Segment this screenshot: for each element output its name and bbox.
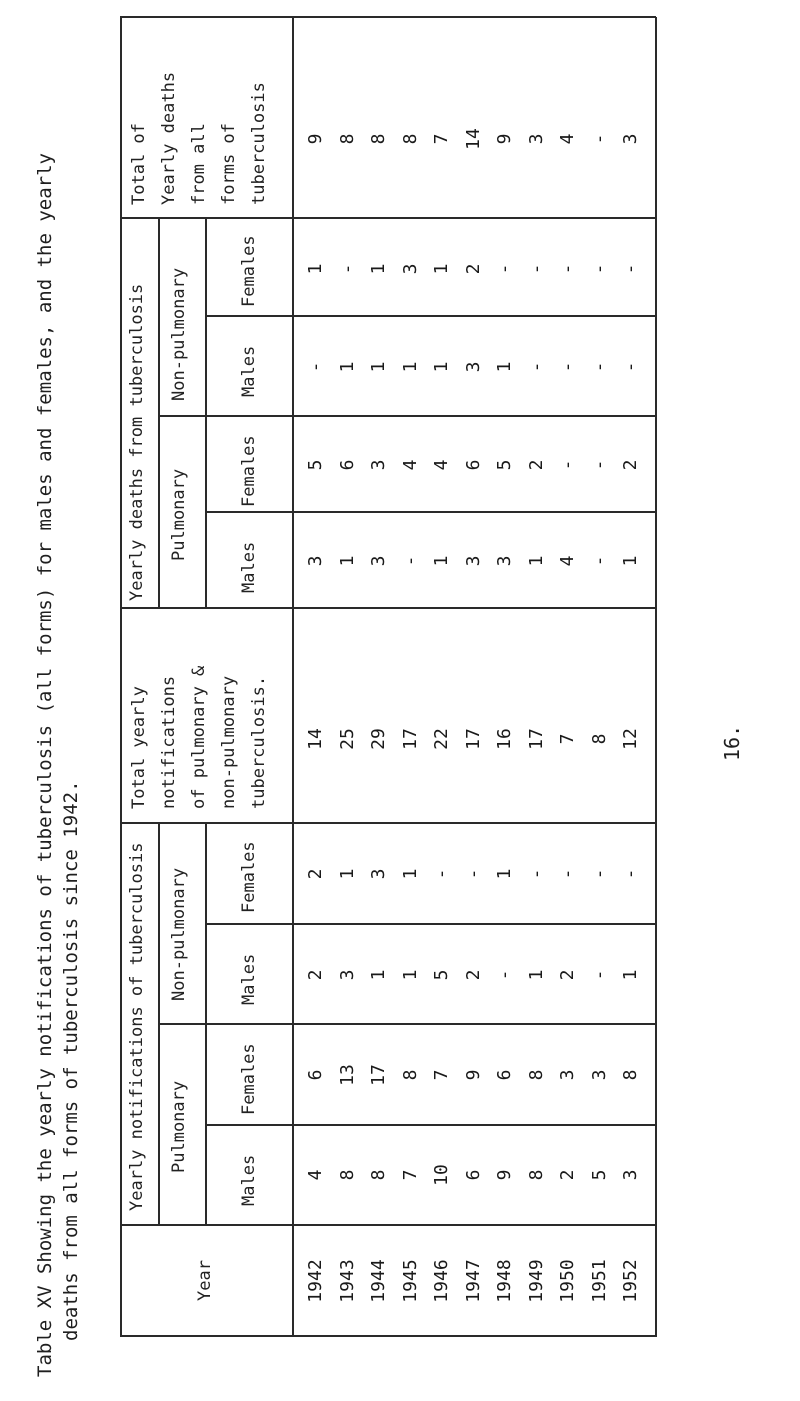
notif-np-males-cell: 3 [336, 969, 358, 981]
header-total-deaths-3: from all [189, 123, 209, 205]
deaths-mf-line [205, 219, 207, 609]
year-cell: 1944 [368, 1259, 389, 1303]
total-notifications-cell: 8 [588, 733, 610, 745]
header-total-notifications-3: of pulmonary & [189, 665, 209, 809]
notifications-mf-line [205, 824, 207, 1226]
notif-pul-males-cell: 8 [336, 1169, 358, 1181]
header-deaths-pul-males: Males [239, 541, 259, 593]
table-left-border [120, 1336, 656, 1338]
deaths-np-females-cell: 1 [368, 263, 389, 275]
deaths-pul-females-cell: - [588, 459, 610, 471]
notif-np-males-cell: 1 [620, 969, 641, 981]
notif-np-females-cell: - [525, 868, 547, 880]
header-total-deaths-4: forms of [219, 123, 239, 205]
deaths-np-females-cell: - [336, 263, 358, 275]
notif-np-males-cell: - [588, 969, 610, 981]
notif-np-males-cell: 2 [557, 969, 578, 981]
header-notif-np-males: Males [239, 953, 259, 1005]
header-notif-pul-females: Females [239, 1043, 259, 1115]
deaths-np-males-cell: 1 [368, 361, 389, 373]
deaths-np-males-cell: 3 [462, 361, 484, 373]
notif-np-females-cell: - [462, 868, 484, 880]
deaths-pul-females-cell: 5 [305, 459, 326, 471]
notif-pul-males-cell: 2 [557, 1169, 578, 1181]
deaths-np-females-cell: - [620, 263, 641, 275]
total-deaths-cell: 14 [462, 128, 484, 150]
deaths-np-males-cell: - [620, 361, 641, 373]
deaths-np-males-cell: 1 [431, 361, 452, 373]
notif-pul-females-cell: 8 [399, 1069, 421, 1081]
notif-pul-females-cell: 6 [494, 1069, 515, 1081]
notif-pul-males-cell: 9 [494, 1169, 515, 1181]
notif-pul-males-cell: 5 [588, 1169, 610, 1181]
header-total-notifications-2: notifications [159, 675, 179, 809]
header-total-deaths-1: Total of [129, 123, 149, 205]
deaths-np-females-cell: 1 [305, 263, 326, 275]
deaths-np-males-cell: - [525, 361, 547, 373]
notif-np-females-cell: 2 [305, 868, 326, 880]
notif-np-females-cell: 1 [399, 868, 421, 880]
header-notif-np-females: Females [239, 841, 259, 913]
col-line-total-n [120, 608, 656, 610]
notif-pul-females-cell: 9 [462, 1069, 484, 1081]
deaths-pul-males-cell: 1 [431, 555, 452, 567]
deaths-np-females-cell: - [494, 263, 515, 275]
deaths-pul-females-cell: 2 [620, 459, 641, 471]
year-cell: 1946 [431, 1259, 452, 1303]
total-deaths-cell: 3 [525, 133, 547, 145]
col-line-d-np-f [120, 218, 656, 220]
notif-pul-females-cell: 7 [431, 1069, 452, 1081]
header-year: Year [195, 1260, 215, 1301]
header-deaths-np-males: Males [239, 345, 259, 397]
total-notifications-cell: 16 [494, 728, 515, 750]
notif-pul-males-cell: 6 [462, 1169, 484, 1181]
col-line-d-pul-f [158, 416, 656, 418]
header-deaths-non-pulmonary: Non-pulmonary [169, 267, 189, 401]
notif-np-males-cell: - [494, 969, 515, 981]
total-deaths-cell: - [588, 133, 610, 145]
deaths-pul-males-cell: 3 [305, 555, 326, 567]
deaths-np-females-cell: - [588, 263, 610, 275]
notif-np-females-cell: - [431, 868, 452, 880]
year-cell: 1947 [462, 1259, 484, 1303]
deaths-pul-males-cell: 4 [557, 555, 578, 567]
notif-np-females-cell: 1 [494, 868, 515, 880]
deaths-np-females-cell: 2 [462, 263, 484, 275]
notifications-subgroup-line [158, 824, 160, 1226]
deaths-np-females-cell: - [557, 263, 578, 275]
total-deaths-cell: 8 [336, 133, 358, 145]
notif-np-males-cell: 1 [525, 969, 547, 981]
deaths-pul-males-cell: 1 [336, 555, 358, 567]
deaths-np-males-cell: 1 [399, 361, 421, 373]
total-notifications-cell: 25 [336, 728, 358, 750]
total-notifications-cell: 14 [305, 728, 326, 750]
header-deaths-pul-females: Females [239, 435, 259, 507]
col-line-pul-f [158, 1024, 656, 1026]
deaths-pul-females-cell: 3 [368, 459, 389, 471]
deaths-pul-females-cell: 4 [399, 459, 421, 471]
deaths-np-males-cell: 1 [494, 361, 515, 373]
header-notif-pulmonary: Pulmonary [169, 1080, 189, 1173]
deaths-pul-males-cell: 3 [368, 555, 389, 567]
table-bottom-border [655, 17, 657, 1337]
header-total-deaths-2: Yearly deaths [159, 71, 179, 205]
deaths-pul-males-cell: 1 [620, 555, 641, 567]
deaths-pul-males-cell: - [588, 555, 610, 567]
header-bottom-border [292, 17, 294, 1337]
table-right-border [120, 17, 656, 19]
header-total-notifications-4: non-pulmonary [219, 675, 239, 809]
deaths-np-males-cell: - [305, 361, 326, 373]
year-cell: 1951 [588, 1259, 610, 1303]
notif-np-males-cell: 1 [368, 969, 389, 981]
header-notif-pul-males: Males [239, 1154, 259, 1206]
total-deaths-cell: 8 [399, 133, 421, 145]
notif-np-females-cell: 1 [336, 868, 358, 880]
table-caption-line-2: deaths from all forms of tuberculosis since 1942. [60, 780, 82, 1341]
deaths-pul-males-cell: 1 [525, 555, 547, 567]
total-deaths-cell: 9 [494, 133, 515, 145]
total-deaths-cell: 4 [557, 133, 578, 145]
notif-np-males-cell: 2 [305, 969, 326, 981]
deaths-pul-males-cell: 3 [462, 555, 484, 567]
notif-pul-females-cell: 8 [525, 1069, 547, 1081]
notif-pul-females-cell: 17 [368, 1064, 389, 1086]
deaths-np-males-cell: - [588, 361, 610, 373]
notif-pul-females-cell: 3 [588, 1069, 610, 1081]
total-notifications-cell: 12 [620, 728, 641, 750]
deaths-subgroup-line [158, 219, 160, 609]
header-deaths-pulmonary: Pulmonary [169, 468, 189, 561]
col-line-year [120, 1225, 656, 1227]
notif-np-males-cell: 1 [399, 969, 421, 981]
total-notifications-cell: 22 [431, 728, 452, 750]
notif-pul-males-cell: 7 [399, 1169, 421, 1181]
notif-np-males-cell: 5 [431, 969, 452, 981]
deaths-np-males-cell: 1 [336, 361, 358, 373]
table-caption-line-1: Table XV Showing the yearly notifications of tuberculosis (all forms) for males and females, and the yearly [34, 153, 56, 1377]
col-line-np-f [120, 823, 656, 825]
col-line-pul-m [205, 1125, 656, 1127]
table-top-border [120, 17, 122, 1337]
year-cell: 1948 [494, 1259, 515, 1303]
year-cell: 1942 [305, 1259, 326, 1303]
deaths-pul-females-cell: 5 [494, 459, 515, 471]
total-notifications-cell: 17 [525, 728, 547, 750]
year-cell: 1950 [557, 1259, 578, 1303]
header-deaths-np-females: Females [239, 235, 259, 307]
deaths-pul-females-cell: 6 [336, 459, 358, 471]
total-notifications-cell: 29 [368, 728, 389, 750]
total-notifications-cell: 17 [399, 728, 421, 750]
col-line-d-pul-m [205, 512, 656, 514]
deaths-pul-females-cell: 6 [462, 459, 484, 471]
header-deaths-group: Yearly deaths from tuberculosis [127, 283, 147, 601]
total-deaths-cell: 7 [431, 133, 452, 145]
deaths-pul-females-cell: - [557, 459, 578, 471]
year-cell: 1949 [525, 1259, 547, 1303]
header-total-notifications-5: tuberculosis. [249, 675, 269, 809]
year-cell: 1943 [336, 1259, 358, 1303]
notif-pul-females-cell: 8 [620, 1069, 641, 1081]
header-total-notifications-1: Total yearly [129, 686, 149, 809]
page-number: 16. [720, 724, 744, 761]
deaths-pul-males-cell: - [399, 555, 421, 567]
total-deaths-cell: 9 [305, 133, 326, 145]
total-deaths-cell: 3 [620, 133, 641, 145]
col-line-np-m [205, 924, 656, 926]
notif-np-females-cell: - [588, 868, 610, 880]
notif-pul-males-cell: 8 [368, 1169, 389, 1181]
total-deaths-cell: 8 [368, 133, 389, 145]
notif-pul-males-cell: 3 [620, 1169, 641, 1181]
header-notifications-group: Yearly notifications of tuberculosis [127, 842, 147, 1211]
total-notifications-cell: 17 [462, 728, 484, 750]
notif-pul-males-cell: 10 [431, 1164, 452, 1186]
deaths-np-females-cell: 3 [399, 263, 421, 275]
notif-np-females-cell: - [620, 868, 641, 880]
deaths-np-females-cell: - [525, 263, 547, 275]
notif-pul-females-cell: 6 [305, 1069, 326, 1081]
col-line-d-np-m [205, 316, 656, 318]
year-cell: 1945 [399, 1259, 421, 1303]
notif-np-males-cell: 2 [462, 969, 484, 981]
notif-pul-males-cell: 8 [525, 1169, 547, 1181]
deaths-pul-males-cell: 3 [494, 555, 515, 567]
deaths-np-males-cell: - [557, 361, 578, 373]
notif-np-females-cell: - [557, 868, 578, 880]
notif-pul-females-cell: 13 [336, 1064, 358, 1086]
deaths-pul-females-cell: 2 [525, 459, 547, 471]
notif-np-females-cell: 3 [368, 868, 389, 880]
total-notifications-cell: 7 [557, 733, 578, 745]
deaths-np-females-cell: 1 [431, 263, 452, 275]
deaths-pul-females-cell: 4 [431, 459, 452, 471]
notif-pul-females-cell: 3 [557, 1069, 578, 1081]
year-cell: 1952 [620, 1259, 641, 1303]
header-notif-non-pulmonary: Non-pulmonary [169, 867, 189, 1001]
notif-pul-males-cell: 4 [305, 1169, 326, 1181]
header-total-deaths-5: tuberculosis [249, 82, 269, 205]
